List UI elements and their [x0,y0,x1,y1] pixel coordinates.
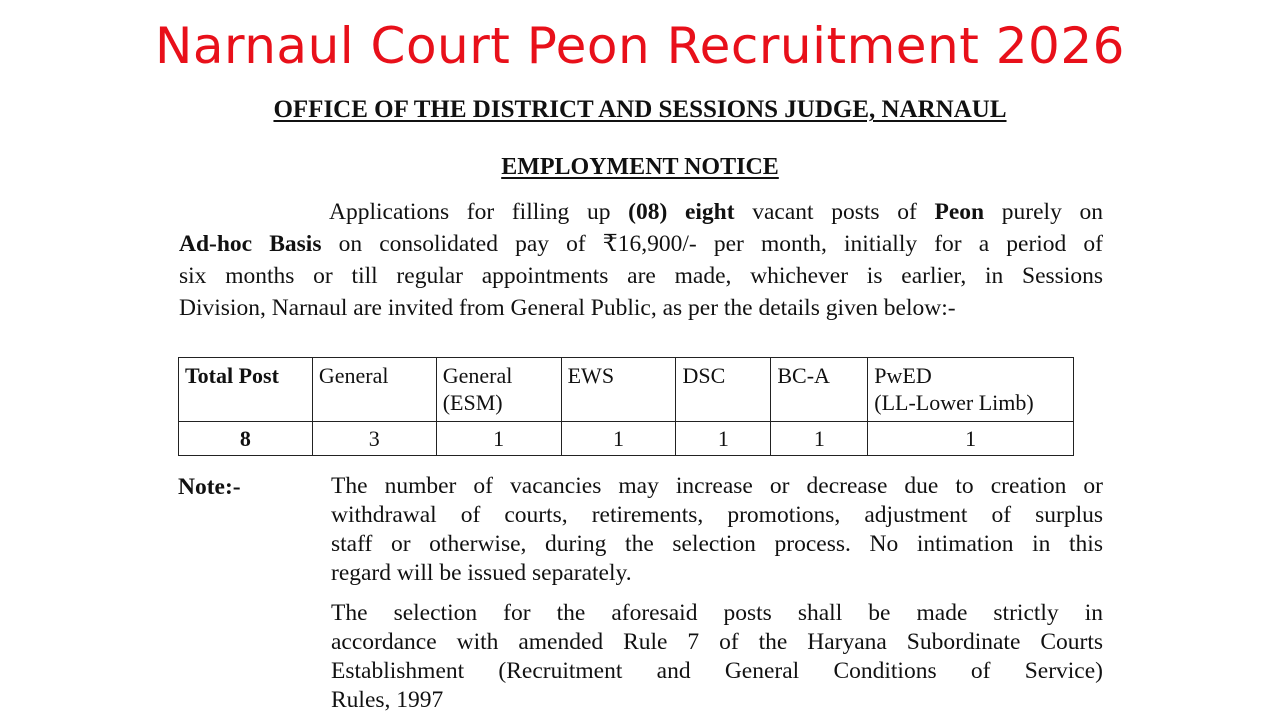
note-label: Note:- [178,474,241,500]
value-general-esm: 1 [436,422,561,456]
value-pwed: 1 [868,422,1074,456]
header-text: (LL-Lower Limb) [874,390,1034,415]
header-dsc: DSC [676,358,771,422]
note2-line-4: Rules, 1997 [331,687,444,713]
value-general: 3 [312,422,436,456]
vacancy-table [178,357,1074,456]
table-row [179,422,1074,456]
intro-text: on consolidated pay of ₹16,900/- per month, initially for a period of [321,231,1103,257]
value-bca: 1 [771,422,868,456]
intro-text: Applications for filling up [329,199,629,225]
header-pwed [868,358,1074,422]
header-bca: BC-A [771,358,868,422]
header-total-post: Total Post [179,358,313,422]
note1-line-3: staff or otherwise, during the selection process. No intimation in this [331,531,1103,557]
intro-line-1 [179,196,1103,228]
header-ews: EWS [561,358,676,422]
note2-line-2: accordance with amended Rule 7 of the Haryana Subordinate Courts [331,629,1103,655]
note1-line-1: The number of vacancies may increase or decrease due to creation or [331,473,1103,499]
note2-line-3: Establishment (Recruitment and General Conditions of Service) [331,658,1103,684]
post-count-text: (08) eight [628,199,735,225]
intro-line-2 [179,228,1103,260]
intro-paragraph [179,196,1103,324]
value-total-post: 8 [179,422,313,456]
header-general: General [312,358,436,422]
notice-title: EMPLOYMENT NOTICE [501,154,779,180]
note2-line-1: The selection for the aforesaid posts shall be made strictly in [331,600,1103,626]
intro-text: purely on [984,199,1103,225]
header-text: General [442,363,513,388]
basis-text: Ad-hoc Basis [179,231,322,257]
note-paragraph-1 [331,472,1103,588]
value-ews: 1 [561,422,676,456]
header-text: (ESM) [442,390,503,415]
intro-line-3: six months or till regular appointments are made, whichever is earlier, in Sessions [179,263,1103,289]
table-header-row [179,358,1074,422]
intro-line-4: Division, Narnaul are invited from General Public, as per the details given below:- [179,295,956,321]
office-heading: OFFICE OF THE DISTRICT AND SESSIONS JUDGE, NARNAUL [273,96,1007,123]
header-text: PwED [874,363,932,388]
intro-text: vacant posts of [734,199,935,225]
note1-line-4: regard will be issued separately. [331,560,632,586]
header-general-esm [436,358,561,422]
value-dsc: 1 [676,422,771,456]
post-name-text: Peon [934,199,985,225]
banner-title: Narnaul Court Peon Recruitment 2026 [155,17,1125,75]
note-paragraph-2 [331,599,1103,715]
note1-line-2: withdrawal of courts, retirements, promotions, adjustment of surplus [331,502,1103,528]
